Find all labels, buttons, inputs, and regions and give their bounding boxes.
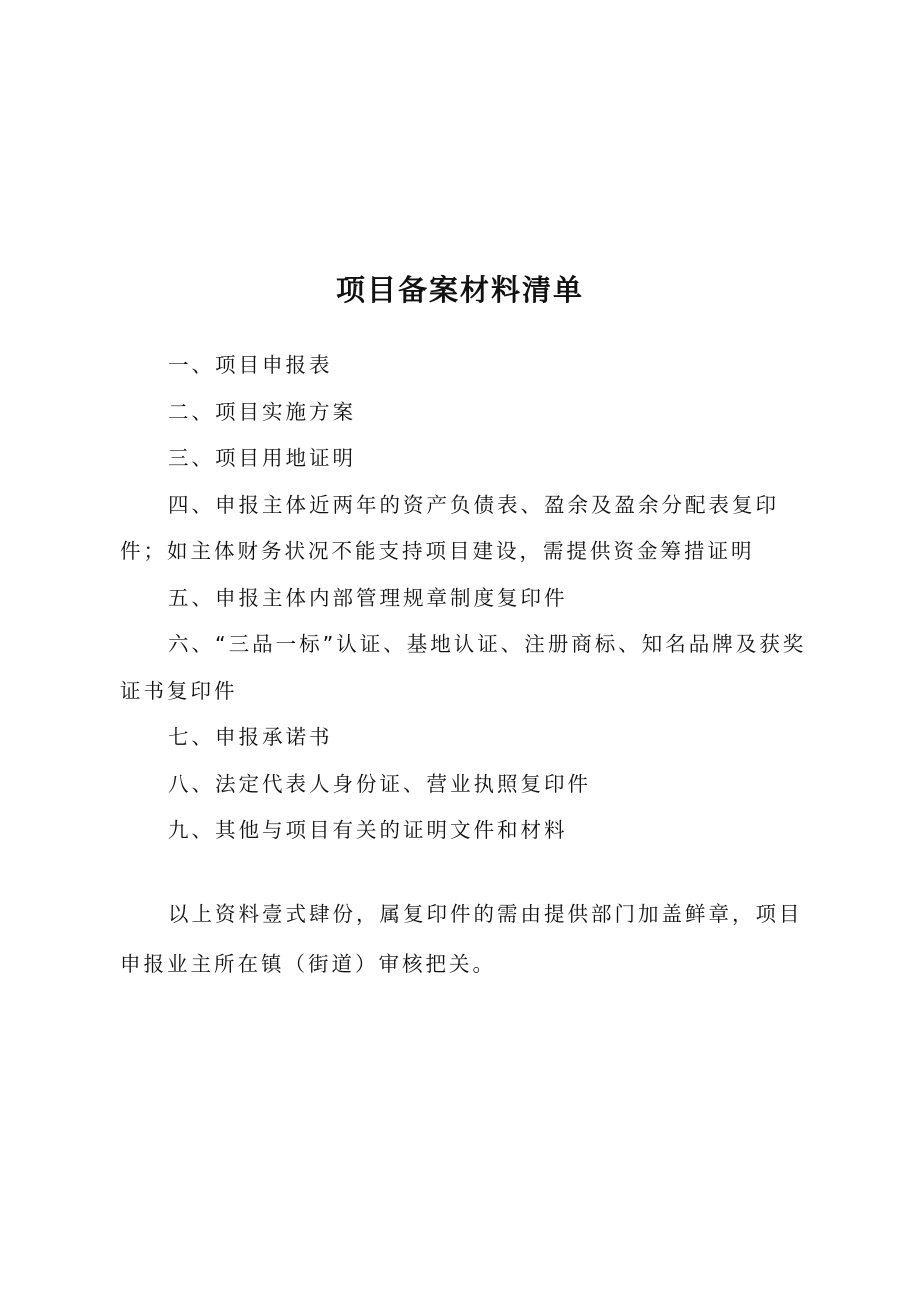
list-item: 一、项目申报表 [168, 353, 333, 377]
list-item: 三、项目用地证明 [168, 446, 356, 470]
list-item: 四、申报主体近两年的资产负债表、盈余及盈余分配表复印件；如主体财务状况不能支持项目建设，需提供资金筹措证明 [120, 492, 779, 563]
list-item: 五、申报主体内部管理规章制度复印件 [168, 585, 568, 610]
list-item: 二、项目实施方案 [168, 399, 356, 424]
list-item: 七、申报承诺书 [168, 725, 333, 749]
list-item: 八、法定代表人身份证、营业执照复印件 [168, 771, 591, 796]
list-item: 九、其他与项目有关的证明文件和材料 [168, 818, 568, 842]
document-title: 项目备案材料清单 [335, 273, 584, 308]
list-item: 六、“三品一标”认证、基地认证、注册商标、知名品牌及获奖证书复印件 [120, 632, 807, 703]
material-list [120, 342, 820, 854]
closing-note: 以上资料壹式肆份，属复印件的需由提供部门加盖鲜章，项目申报业主所在镇（街道）审核把关。 [120, 902, 803, 976]
